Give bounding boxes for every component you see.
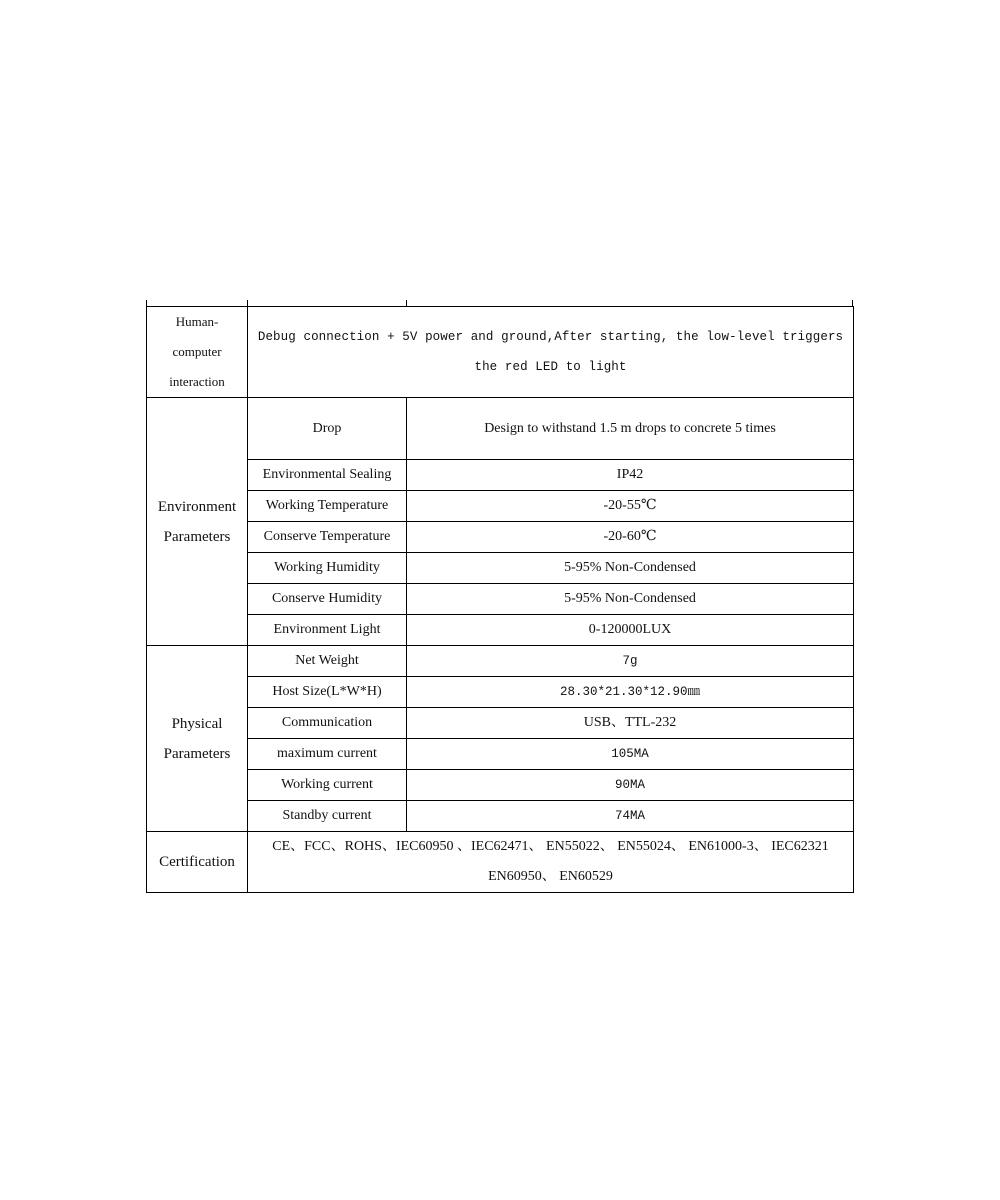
table-row	[147, 739, 854, 770]
row-name: Working current	[248, 770, 407, 801]
row-value: 74MA	[407, 801, 854, 832]
spec-table	[146, 306, 854, 893]
row-name: Communication	[248, 708, 407, 739]
environment-label: Environment Parameters	[147, 398, 248, 646]
hci-label: Human-computer interaction	[147, 307, 248, 398]
table-row	[147, 677, 854, 708]
row-value: Design to withstand 1.5 m drops to concrete 5 times	[407, 398, 854, 460]
row-name: Working Humidity	[248, 553, 407, 584]
row-name: Environmental Sealing	[248, 460, 407, 491]
table-row	[147, 615, 854, 646]
row-name: Net Weight	[248, 646, 407, 677]
row-value: 28.30*21.30*12.90㎜	[407, 677, 854, 708]
row-value: USB、TTL-232	[407, 708, 854, 739]
table-row	[147, 522, 854, 553]
row-value: 105MA	[407, 739, 854, 770]
row-name: maximum current	[248, 739, 407, 770]
row-value: 7g	[407, 646, 854, 677]
table-row	[147, 584, 854, 615]
physical-label: Physical Parameters	[147, 646, 248, 832]
row-value: -20-60℃	[407, 522, 854, 553]
row-value: 0-120000LUX	[407, 615, 854, 646]
table-row	[147, 646, 854, 677]
table-row	[147, 491, 854, 522]
row-name: Drop	[248, 398, 407, 460]
row-name: Conserve Temperature	[248, 522, 407, 553]
row-value: 5-95% Non-Condensed	[407, 584, 854, 615]
row-name: Conserve Humidity	[248, 584, 407, 615]
hci-value: Debug connection + 5V power and ground,After starting, the low-level triggers the red LED to light	[248, 307, 854, 398]
table-row	[147, 770, 854, 801]
table-row	[147, 708, 854, 739]
row-name: Standby current	[248, 801, 407, 832]
certification-value: CE、FCC、ROHS、IEC60950 、IEC62471、 EN55022、 EN55024、 EN61000-3、 IEC62321 EN60950、 EN60529	[248, 832, 854, 893]
table-row	[147, 307, 854, 398]
row-name: Working Temperature	[248, 491, 407, 522]
row-value: IP42	[407, 460, 854, 491]
table-row	[147, 460, 854, 491]
row-value: 5-95% Non-Condensed	[407, 553, 854, 584]
row-value: 90MA	[407, 770, 854, 801]
certification-label: Certification	[147, 832, 248, 893]
row-name: Environment Light	[248, 615, 407, 646]
table-row	[147, 801, 854, 832]
table-row	[147, 398, 854, 460]
row-value: -20-55℃	[407, 491, 854, 522]
table-row	[147, 553, 854, 584]
table-row	[147, 832, 854, 893]
row-name: Host Size(L*W*H)	[248, 677, 407, 708]
